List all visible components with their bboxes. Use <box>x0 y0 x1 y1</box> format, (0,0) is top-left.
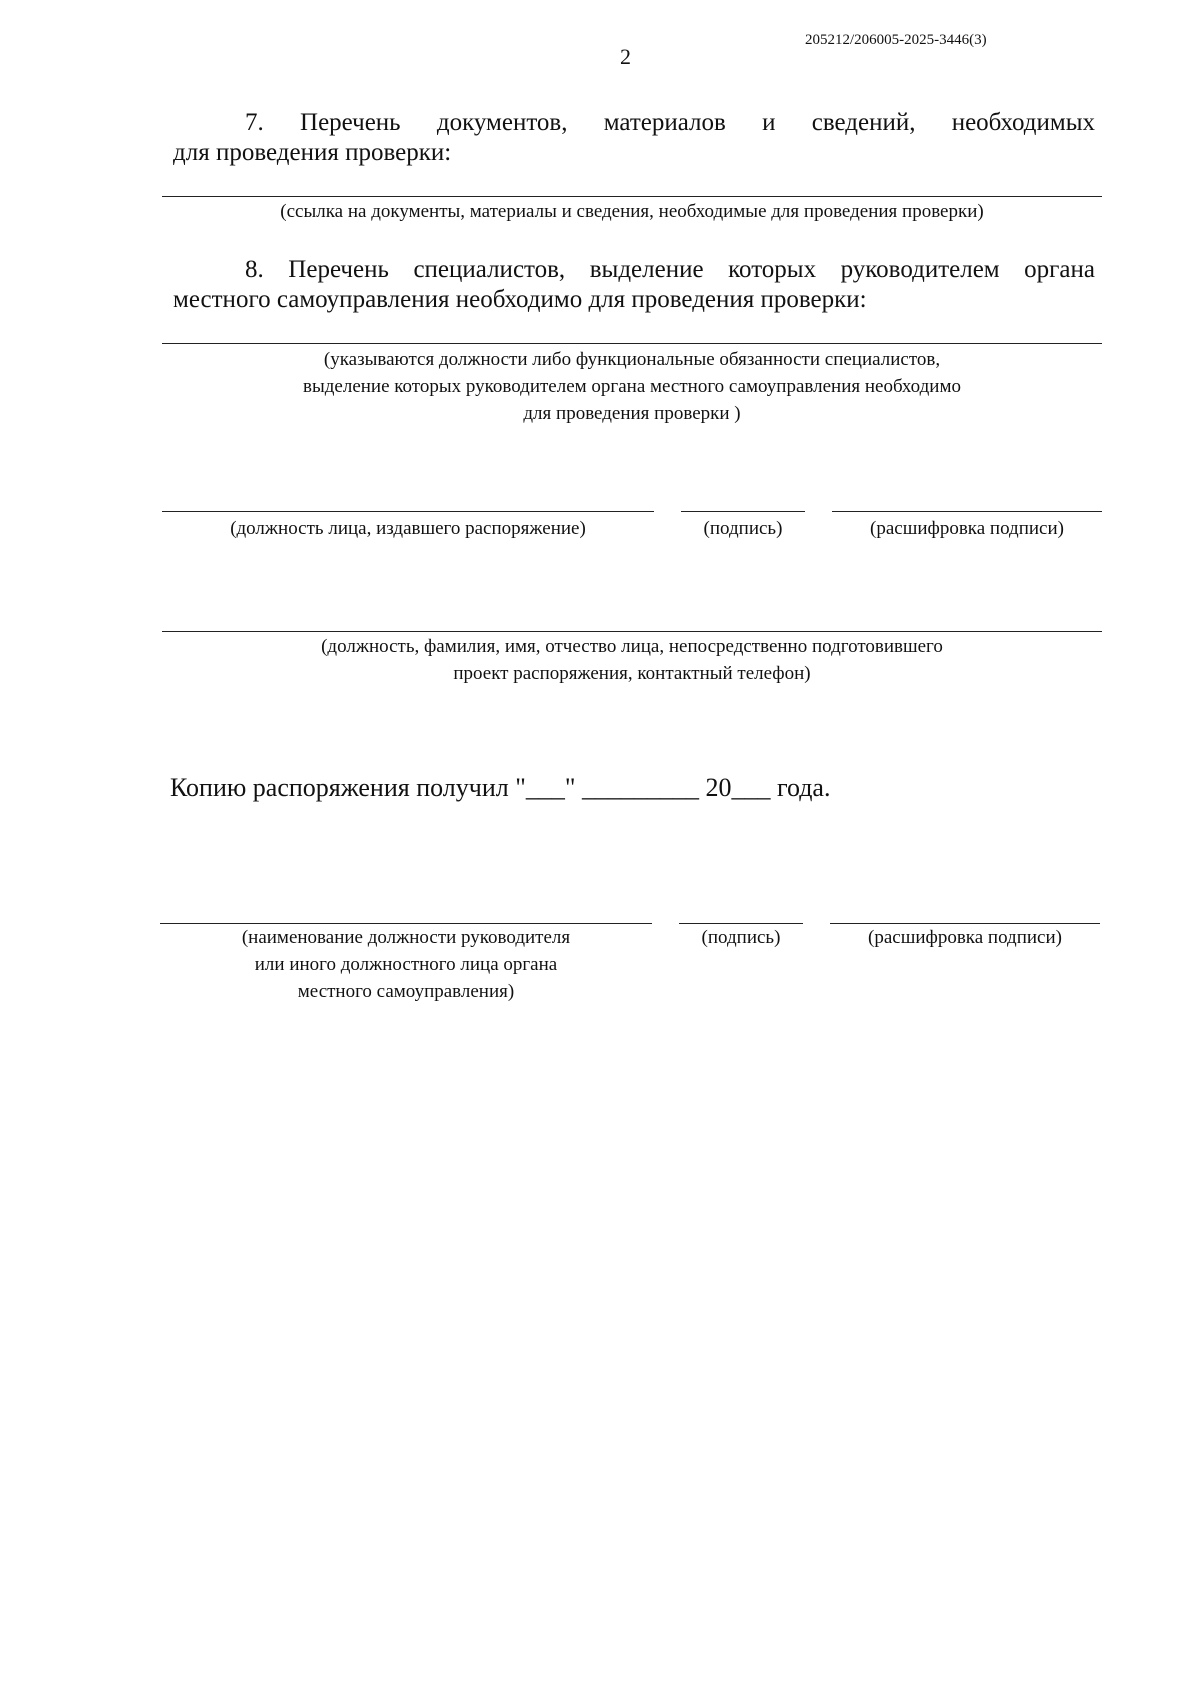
preparer-caption-line1: (должность, фамилия, имя, отчество лица, непосредственно подготовившего <box>321 636 943 657</box>
section8-caption-line3: для проведения проверки ) <box>523 403 741 424</box>
section8-line1: 8. Перечень специалистов, выделение которых руководителем органа <box>245 256 1095 283</box>
issuer-decoding-line <box>832 511 1102 512</box>
issuer-position-caption: (должность лица, издавшего распоряжение) <box>230 518 586 539</box>
issuer-signature-caption: (подпись) <box>703 518 783 539</box>
preparer-line <box>162 631 1102 632</box>
document-number: 205212/206005-2025-3446(3) <box>805 32 987 48</box>
issuer-position-line <box>162 511 654 512</box>
section7-line1: 7. Перечень документов, материалов и сведений, необходимых <box>245 109 1095 136</box>
issuer-decoding-caption: (расшифровка подписи) <box>870 518 1064 539</box>
section8-line2: местного самоуправления необходимо для проведения проверки: <box>173 286 867 313</box>
preparer-caption-line2: проект распоряжения, контактный телефон) <box>453 663 811 684</box>
section7-line2: для проведения проверки: <box>173 139 452 166</box>
section7-fill-line <box>162 196 1102 197</box>
page-number: 2 <box>620 44 631 69</box>
section8-caption-line1: (указываются должности либо функциональные обязанности специалистов, <box>323 349 941 370</box>
recipient-position-caption-line2: или иного должностного лица органа <box>254 954 558 975</box>
recipient-signature-caption: (подпись) <box>701 927 781 948</box>
copy-received-text: Копию распоряжения получил "___" _________ 20___ года. <box>170 773 831 802</box>
issuer-signature-line <box>681 511 805 512</box>
section8-caption-line2: выделение которых руководителем органа местного самоуправления необходимо <box>303 376 961 397</box>
recipient-position-caption-line1: (наименование должности руководителя <box>241 927 571 948</box>
section8-fill-line <box>162 343 1102 344</box>
recipient-position-caption-line3: местного самоуправления) <box>297 981 515 1002</box>
section7-caption: (ссылка на документы, материалы и сведения, необходимые для проведения проверки) <box>280 201 984 222</box>
recipient-decoding-caption: (расшифровка подписи) <box>868 927 1062 948</box>
